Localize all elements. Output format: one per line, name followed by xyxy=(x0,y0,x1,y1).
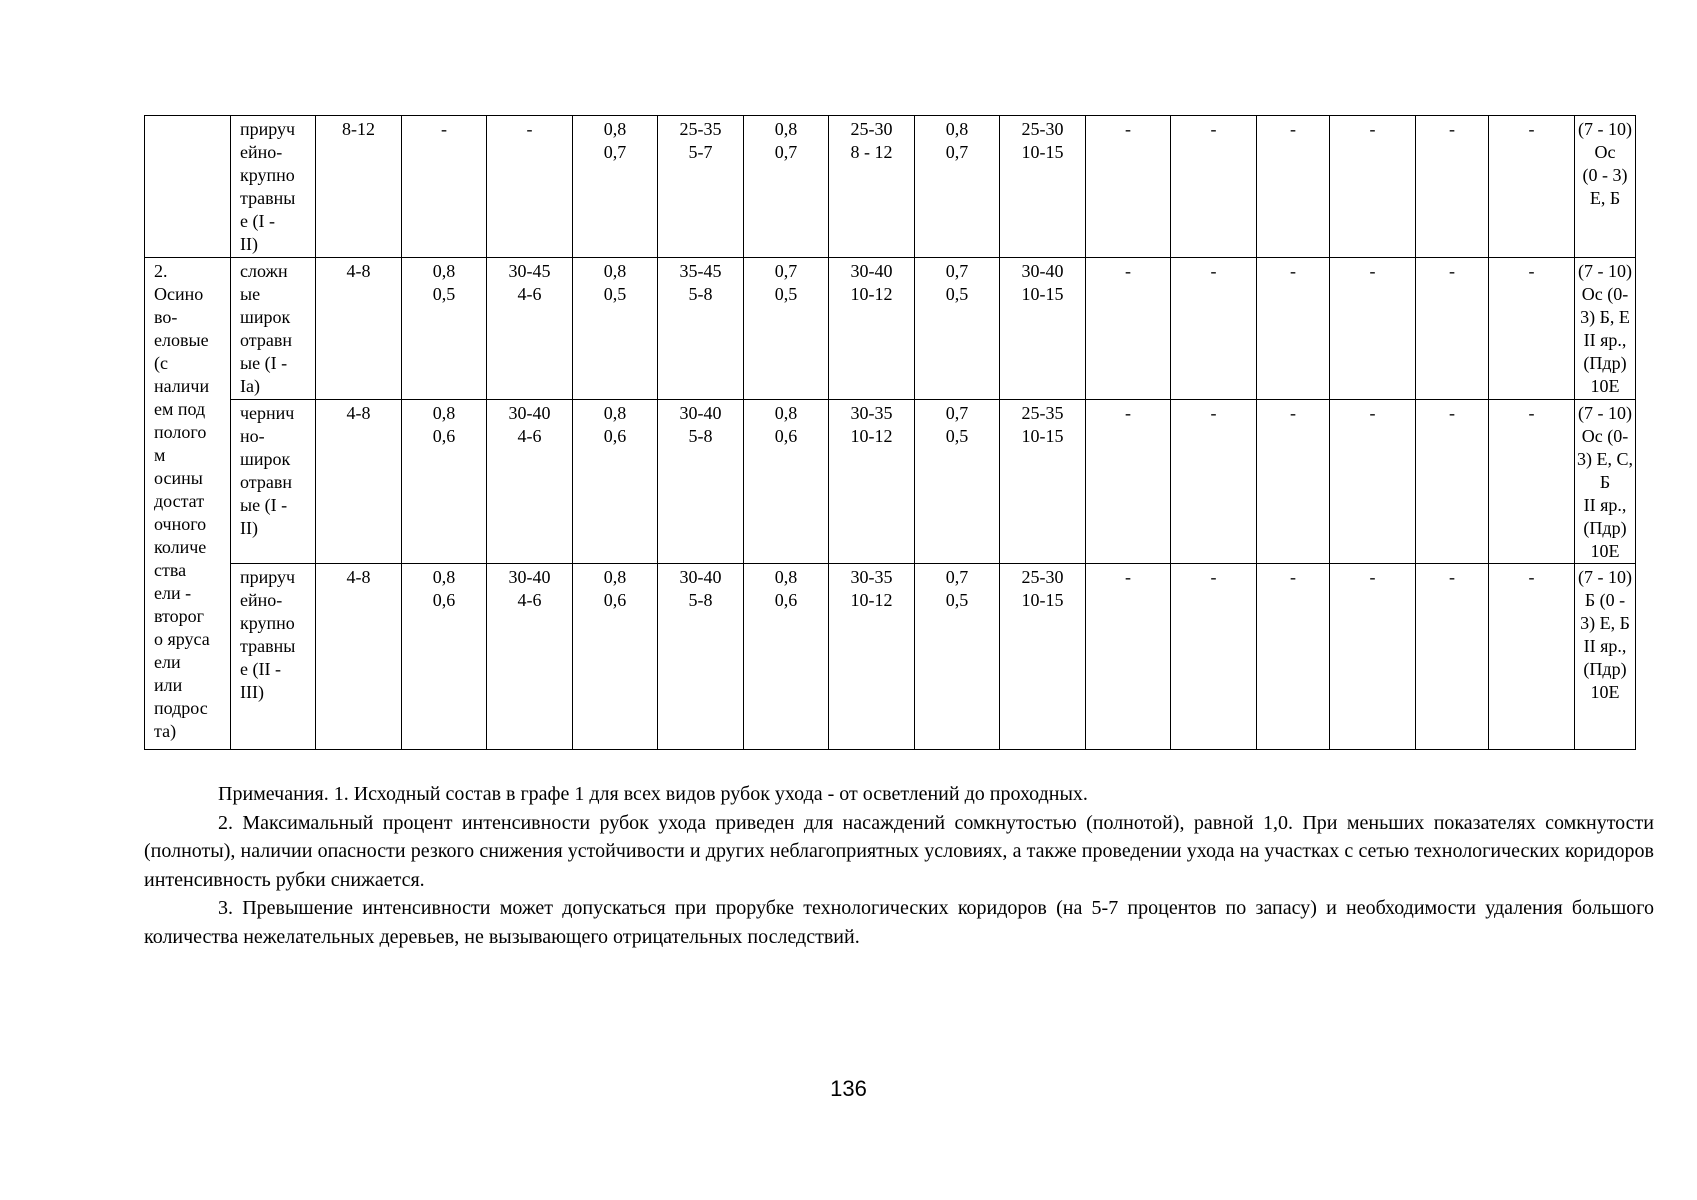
forestry-table xyxy=(144,115,1636,750)
table-row xyxy=(145,258,1636,400)
cell-line: II яр., xyxy=(1583,495,1627,515)
table-cell xyxy=(1416,564,1489,750)
cell-line: 25-30 xyxy=(850,119,893,139)
cell-line: второг xyxy=(154,606,205,626)
cell-line: - xyxy=(1290,403,1296,423)
table-cell xyxy=(1257,400,1330,564)
cell-line: ые (I - xyxy=(240,353,288,373)
cell-line: количе xyxy=(154,537,207,557)
cell-line: (7 - 10) xyxy=(1578,567,1632,587)
note-2: 2. Максимальный процент интенсивности рубок ухода приведен для насаждений сомкнутостью (полнотой), равной 1,0. При меньших показателях сомкнутости (полноты), наличии опасности резкого снижения устойчивости и других неблагоприятных условиях, а также проведении ухода на участках с сетью технологических коридоров интенсивность рубки снижается. xyxy=(144,811,1654,891)
cell-line: 5-8 xyxy=(688,426,713,446)
cell-line: - xyxy=(1528,403,1535,423)
cell-line: II яр., xyxy=(1583,636,1627,656)
cell-line: Ос (0- xyxy=(1581,284,1629,304)
cell-line: 0,8 xyxy=(432,403,456,423)
cell-line: 0,8 xyxy=(603,261,627,281)
cell-line: 10-12 xyxy=(850,426,893,446)
cell-line: 0,7 xyxy=(945,142,969,162)
note-1: Примечания. 1. Исходный состав в графе 1 для всех видов рубок ухода - от осветлений до проходных. xyxy=(218,783,1088,805)
cell-line: 0,5 xyxy=(945,590,969,610)
cell-line: - xyxy=(1210,403,1217,423)
cell-line: 10-15 xyxy=(1021,426,1064,446)
cell-line: Е, Б xyxy=(1589,188,1621,208)
cell-line: - xyxy=(1528,261,1535,281)
cell-line: 30-40 xyxy=(679,567,722,587)
cell-line: 25-30 xyxy=(1021,567,1064,587)
cell-line: - xyxy=(1528,567,1535,587)
cell-line: 4-8 xyxy=(346,261,371,281)
table-cell xyxy=(1086,400,1171,564)
table-cell xyxy=(1489,258,1575,400)
cell-line: - xyxy=(1449,403,1455,423)
cell-line: 0,6 xyxy=(432,590,456,610)
table-cell xyxy=(829,564,915,750)
cell-line: 0,5 xyxy=(774,284,798,304)
cell-line: (7 - 10) xyxy=(1578,119,1632,139)
table-cell xyxy=(1330,564,1416,750)
cell-line: во- xyxy=(154,307,178,327)
table-row xyxy=(145,564,1636,750)
cell-line: но- xyxy=(240,426,265,446)
cell-line: II яр., xyxy=(1583,330,1627,350)
cell-line: 0,7 xyxy=(945,567,969,587)
cell-line: Ос xyxy=(1594,142,1616,162)
stand-type-cell xyxy=(145,116,231,258)
cell-line: 0,7 xyxy=(945,261,969,281)
cell-line: 30-35 xyxy=(850,567,893,587)
cell-line: 0,6 xyxy=(774,590,798,610)
cell-line: 0,5 xyxy=(603,284,627,304)
cell-line: широк xyxy=(240,307,291,327)
cell-line: крупно xyxy=(240,165,295,185)
cell-line: 25-35 xyxy=(1021,403,1064,423)
table-cell xyxy=(1489,116,1575,258)
cell-line: - xyxy=(1125,403,1131,423)
cell-line: 0,6 xyxy=(603,426,627,446)
table-cell xyxy=(1000,258,1086,400)
table-cell xyxy=(1086,116,1171,258)
cell-line: отравн xyxy=(240,472,292,492)
cell-line: Б xyxy=(1599,472,1611,492)
cell-line: 4-6 xyxy=(517,284,542,304)
cell-line: 30-40 xyxy=(679,403,722,423)
cell-line: 0,8 xyxy=(603,119,627,139)
cell-line: 0,7 xyxy=(945,403,969,423)
table-cell xyxy=(487,258,573,400)
table-cell xyxy=(829,116,915,258)
cell-line: прируч xyxy=(240,567,296,587)
cell-line: 0,8 xyxy=(432,567,456,587)
cell-line: 0,5 xyxy=(945,426,969,446)
table-cell xyxy=(316,258,402,400)
cell-line: III) xyxy=(240,682,264,702)
cell-line: ые (I - xyxy=(240,495,288,515)
cell-line: чернич xyxy=(240,403,295,423)
cell-line: еловые xyxy=(154,330,209,350)
cell-line: 0,8 xyxy=(774,119,798,139)
cell-line: 2. xyxy=(154,261,168,281)
table-cell xyxy=(1416,400,1489,564)
composition-cell xyxy=(1575,116,1636,258)
forest-type-cell xyxy=(231,258,316,400)
cell-line: 0,8 xyxy=(774,567,798,587)
cell-line: 0,8 xyxy=(945,119,969,139)
cell-line: осины xyxy=(154,468,203,488)
table-cell xyxy=(402,400,487,564)
cell-line: 30-40 xyxy=(850,261,893,281)
table-cell xyxy=(487,116,573,258)
cell-line: 10Е xyxy=(1590,682,1620,702)
cell-line: та) xyxy=(154,721,177,741)
cell-line: - xyxy=(1449,261,1455,281)
composition-cell xyxy=(1575,258,1636,400)
notes-section xyxy=(144,780,1654,951)
cell-line: 25-30 xyxy=(1021,119,1064,139)
cell-line: 4-8 xyxy=(346,567,371,587)
table-cell xyxy=(1171,400,1257,564)
table-cell xyxy=(744,116,829,258)
cell-line: отравн xyxy=(240,330,292,350)
cell-line: 3) Е, Б xyxy=(1580,613,1630,633)
cell-line: - xyxy=(1290,261,1296,281)
cell-line: прируч xyxy=(240,119,296,139)
cell-line: ем под xyxy=(154,399,206,419)
cell-line: 0,7 xyxy=(774,142,798,162)
cell-line: - xyxy=(1210,119,1217,139)
cell-line: 0,7 xyxy=(603,142,627,162)
cell-line: 0,8 xyxy=(774,403,798,423)
cell-line: 10-15 xyxy=(1021,284,1064,304)
cell-line: 30-40 xyxy=(508,403,551,423)
cell-line: - xyxy=(1125,119,1131,139)
cell-line: 0,8 xyxy=(432,261,456,281)
table-cell xyxy=(573,400,658,564)
cell-line: 8 - 12 xyxy=(850,142,893,162)
cell-line: - xyxy=(526,119,533,139)
table-cell xyxy=(1171,116,1257,258)
cell-line: 30-40 xyxy=(508,567,551,587)
cell-line: широк xyxy=(240,449,291,469)
table-cell xyxy=(829,258,915,400)
cell-line: 0,8 xyxy=(603,567,627,587)
cell-line: ства xyxy=(154,560,187,580)
cell-line: 10-15 xyxy=(1021,142,1064,162)
cell-line: (Пдр) xyxy=(1583,659,1627,679)
composition-cell xyxy=(1575,400,1636,564)
table-cell xyxy=(1489,564,1575,750)
table-cell xyxy=(1330,400,1416,564)
table-cell xyxy=(658,400,744,564)
composition-cell xyxy=(1575,564,1636,750)
table-cell xyxy=(1000,116,1086,258)
table-cell xyxy=(487,564,573,750)
cell-line: 35-45 xyxy=(679,261,722,281)
table-cell xyxy=(1416,116,1489,258)
cell-line: 0,6 xyxy=(603,590,627,610)
forest-type-cell xyxy=(231,400,316,564)
cell-line: 30-35 xyxy=(850,403,893,423)
cell-line: - xyxy=(1290,119,1296,139)
cell-line: подрос xyxy=(154,698,208,718)
cell-line: очного xyxy=(154,514,207,534)
cell-line: 5-7 xyxy=(688,142,713,162)
cell-line: - xyxy=(1369,119,1376,139)
cell-line: 0,7 xyxy=(774,261,798,281)
forest-type-cell xyxy=(231,564,316,750)
table-cell xyxy=(1000,400,1086,564)
table-cell xyxy=(658,116,744,258)
cell-line: - xyxy=(1369,567,1376,587)
table-cell xyxy=(573,116,658,258)
cell-line: ели xyxy=(154,652,181,672)
note-3: 3. Превышение интенсивности может допускаться при прорубке технологических коридоров (на 5-7 процентов по запасу) и необходимости удаления большого количества нежелательных деревьев, не вызывающего отрицательных последствий. xyxy=(144,897,1654,948)
table-cell xyxy=(316,564,402,750)
cell-line: - xyxy=(1125,567,1131,587)
cell-line: - xyxy=(1528,119,1535,139)
table-cell xyxy=(402,258,487,400)
cell-line: (Пдр) xyxy=(1583,518,1627,538)
cell-line: (с xyxy=(154,353,168,373)
table-cell xyxy=(915,400,1000,564)
table-cell xyxy=(1489,400,1575,564)
table-cell xyxy=(1000,564,1086,750)
table-cell xyxy=(915,258,1000,400)
cell-line: - xyxy=(1210,261,1217,281)
forest-type-cell xyxy=(231,116,316,258)
cell-line: - xyxy=(1210,567,1217,587)
table-cell xyxy=(1330,258,1416,400)
cell-line: 10Е xyxy=(1590,376,1620,396)
table-cell xyxy=(316,400,402,564)
table-cell xyxy=(573,564,658,750)
cell-line: 25-35 xyxy=(679,119,722,139)
cell-line: - xyxy=(1125,261,1131,281)
cell-line: 0,8 xyxy=(603,403,627,423)
cell-line: ейно- xyxy=(240,590,283,610)
cell-line: 5-8 xyxy=(688,284,713,304)
table-cell xyxy=(915,116,1000,258)
table-cell xyxy=(658,258,744,400)
cell-line: 30-40 xyxy=(1021,261,1064,281)
cell-line: м xyxy=(154,445,166,465)
table-cell xyxy=(1086,258,1171,400)
cell-line: Б (0 - xyxy=(1584,590,1626,610)
cell-line: травны xyxy=(240,636,296,656)
table-cell xyxy=(915,564,1000,750)
table-row xyxy=(145,400,1636,564)
cell-line: крупно xyxy=(240,613,295,633)
cell-line: 0,5 xyxy=(945,284,969,304)
cell-line: - xyxy=(1369,403,1376,423)
table-cell xyxy=(573,258,658,400)
cell-line: 4-6 xyxy=(517,590,542,610)
table-cell xyxy=(1257,116,1330,258)
table-cell xyxy=(1171,258,1257,400)
cell-line: (Пдр) xyxy=(1583,353,1627,373)
cell-line: 10-15 xyxy=(1021,590,1064,610)
cell-line: ели - xyxy=(154,583,192,603)
cell-line: 3) Е, С, xyxy=(1577,449,1633,469)
cell-line: 30-45 xyxy=(508,261,551,281)
table-cell xyxy=(1330,116,1416,258)
cell-line: 0,6 xyxy=(774,426,798,446)
table-cell xyxy=(487,400,573,564)
table-cell xyxy=(1171,564,1257,750)
cell-line: 10-12 xyxy=(850,590,893,610)
cell-line: (7 - 10) xyxy=(1578,403,1632,423)
cell-line: е (I - xyxy=(240,211,275,231)
page-number: 136 xyxy=(830,1076,867,1101)
cell-line: II) xyxy=(240,518,258,538)
table-row xyxy=(145,116,1636,258)
cell-line: 10-12 xyxy=(850,284,893,304)
cell-line: или xyxy=(154,675,183,695)
cell-line: - xyxy=(1369,261,1376,281)
cell-line: полого xyxy=(154,422,207,442)
cell-line: 0,5 xyxy=(432,284,456,304)
table-cell xyxy=(1086,564,1171,750)
table-cell xyxy=(1416,258,1489,400)
table-cell xyxy=(402,116,487,258)
cell-line: 8-12 xyxy=(342,119,375,139)
table-cell xyxy=(316,116,402,258)
stand-type-cell xyxy=(145,258,231,750)
cell-line: наличи xyxy=(154,376,210,396)
cell-line: II) xyxy=(240,234,258,254)
cell-line: 5-8 xyxy=(688,590,713,610)
cell-line: ые xyxy=(240,284,261,304)
cell-line: сложн xyxy=(240,261,288,281)
table-cell xyxy=(658,564,744,750)
cell-line: - xyxy=(1290,567,1296,587)
table-cell xyxy=(1257,258,1330,400)
cell-line: - xyxy=(441,119,447,139)
cell-line: травны xyxy=(240,188,296,208)
cell-line: - xyxy=(1449,119,1455,139)
cell-line: (7 - 10) xyxy=(1578,261,1632,281)
cell-line: Осино xyxy=(154,284,204,304)
cell-line: е (II - xyxy=(240,659,281,679)
table-cell xyxy=(829,400,915,564)
cell-line: 10Е xyxy=(1590,541,1620,561)
cell-line: 4-8 xyxy=(346,403,371,423)
cell-line: Iа) xyxy=(240,376,260,396)
cell-line: Ос (0- xyxy=(1581,426,1629,446)
cell-line: ейно- xyxy=(240,142,283,162)
table-cell xyxy=(744,400,829,564)
cell-line: достат xyxy=(154,491,205,511)
cell-line: 0,6 xyxy=(432,426,456,446)
cell-line: (0 - 3) xyxy=(1582,165,1628,185)
cell-line: 3) Б, Е xyxy=(1580,307,1630,327)
table-cell xyxy=(744,564,829,750)
table-cell xyxy=(1257,564,1330,750)
table-cell xyxy=(744,258,829,400)
table-cell xyxy=(402,564,487,750)
cell-line: - xyxy=(1449,567,1455,587)
cell-line: о яруса xyxy=(154,629,210,649)
cell-line: 4-6 xyxy=(517,426,542,446)
